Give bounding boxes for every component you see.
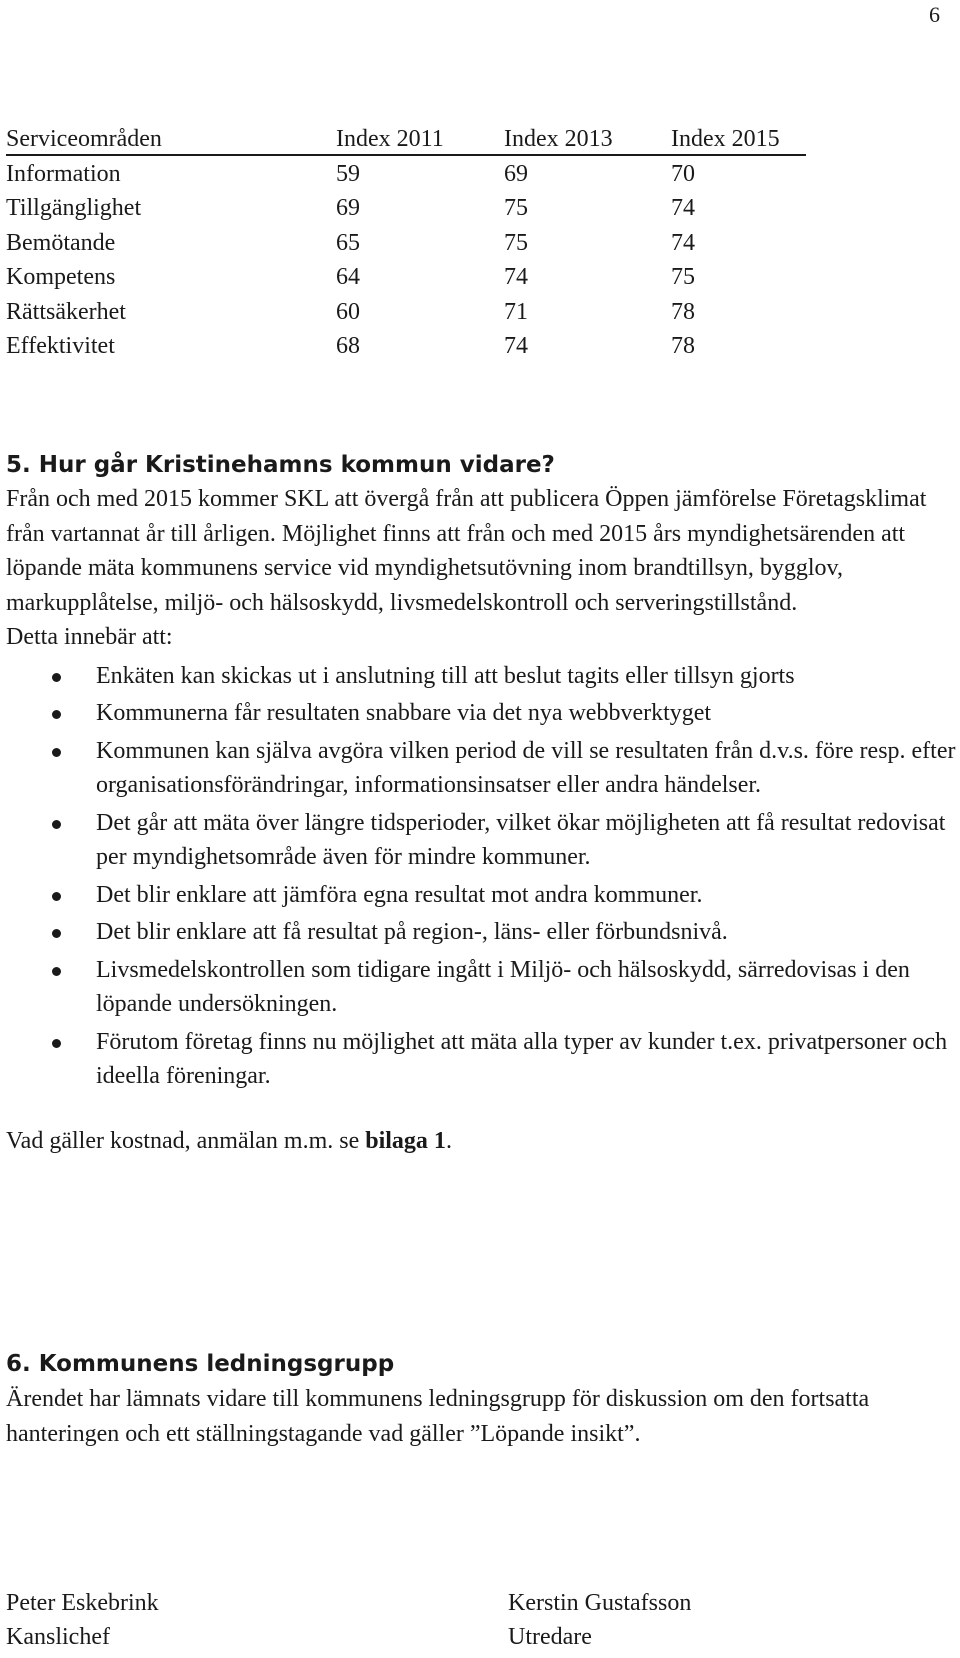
row-value-2015: 78 bbox=[671, 298, 695, 325]
header-index-2011: Index 2011 bbox=[336, 126, 444, 152]
row-label: Information bbox=[6, 160, 121, 187]
bullet-icon bbox=[52, 1039, 61, 1048]
list-item-text: Det blir enklare att få resultat på region-, läns- eller förbundsnivå. bbox=[96, 919, 728, 945]
page-number: 6 bbox=[929, 2, 940, 27]
bullet-icon bbox=[52, 967, 61, 976]
header-underline bbox=[6, 154, 806, 156]
bullet-icon bbox=[52, 929, 61, 938]
row-value-2013: 74 bbox=[504, 264, 528, 290]
header-index-2013: Index 2013 bbox=[504, 126, 613, 152]
list-item bbox=[6, 1025, 956, 1094]
list-item-text: Kommunen kan själva avgöra vilken period de vill se resultaten från d.v.s. före resp. efter organisationsförändringar, informationsinsatser eller andra händelser. bbox=[96, 737, 956, 798]
section-5-heading: 5. Hur går Kristinehamns kommun vidare? bbox=[6, 452, 555, 478]
row-label: Tillgänglighet bbox=[6, 195, 142, 221]
cost-reference-line bbox=[6, 1124, 956, 1159]
row-label: Bemötande bbox=[6, 229, 116, 256]
list-item bbox=[6, 696, 956, 731]
row-value-2011: 60 bbox=[336, 298, 360, 325]
row-value-2015: 70 bbox=[671, 160, 695, 187]
bullet-icon bbox=[52, 673, 61, 682]
list-item-text: Enkäten kan skickas ut i anslutning till att beslut tagits eller tillsyn gjorts bbox=[96, 662, 795, 689]
signature-left bbox=[6, 1586, 159, 1654]
row-label: Rättsäkerhet bbox=[6, 298, 126, 325]
list-item-text: Förutom företag finns nu möjlighet att mäta alla typer av kunder t.ex. privatpersoner och ideella föreningar. bbox=[96, 1028, 948, 1089]
list-item-text: Det blir enklare att jämföra egna resultat mot andra kommuner. bbox=[96, 881, 703, 908]
row-label: Effektivitet bbox=[6, 333, 115, 359]
row-value-2011: 65 bbox=[336, 229, 360, 256]
bullet-icon bbox=[52, 820, 61, 829]
row-label: Kompetens bbox=[6, 264, 116, 290]
row-value-2015: 74 bbox=[671, 195, 695, 221]
list-item bbox=[6, 915, 956, 950]
row-value-2011: 59 bbox=[336, 160, 360, 187]
list-item-text: Livsmedelskontrollen som tidigare ingått i Miljö- och hälsoskydd, särredovisas i den löpande undersökningen. bbox=[96, 956, 910, 1017]
row-value-2013: 74 bbox=[504, 333, 528, 359]
list-item bbox=[6, 878, 956, 913]
cost-text: Vad gäller kostnad, anmälan m.m. se bbox=[6, 1127, 366, 1154]
section-5-bullet-list bbox=[6, 659, 956, 1094]
signature-name: Kerstin Gustafsson bbox=[508, 1590, 692, 1616]
section-6 bbox=[6, 1346, 956, 1451]
list-item bbox=[6, 734, 956, 803]
row-value-2011: 68 bbox=[336, 333, 360, 359]
list-item bbox=[6, 953, 956, 1022]
section-6-paragraph: Ärendet har lämnats vidare till kommunens ledningsgrupp för diskussion om den fortsatta hanteringen och ett ställningstagande vad gäller ”Löpande insikt”. bbox=[6, 1386, 870, 1447]
bullet-icon bbox=[52, 748, 61, 757]
header-index-2015: Index 2015 bbox=[671, 126, 780, 152]
row-value-2011: 64 bbox=[336, 264, 360, 290]
section-5 bbox=[6, 448, 956, 1158]
header-serviceomraden: Serviceområden bbox=[6, 126, 162, 152]
row-value-2011: 69 bbox=[336, 195, 360, 221]
row-value-2015: 75 bbox=[671, 264, 695, 290]
row-value-2015: 78 bbox=[671, 333, 695, 359]
row-value-2013: 69 bbox=[504, 160, 528, 187]
list-item-text: Kommunerna får resultaten snabbare via det nya webbverktyget bbox=[96, 700, 712, 726]
bullet-icon bbox=[52, 892, 61, 901]
signature-title: Kanslichef bbox=[6, 1624, 110, 1650]
row-value-2013: 71 bbox=[504, 298, 528, 325]
row-value-2013: 75 bbox=[504, 195, 528, 221]
cost-end: . bbox=[445, 1127, 452, 1154]
list-item-text: Det går att mäta över längre tidsperioder, vilket ökar möjligheten att få resultat redovisat per myndighetsområde även för mindre kommuner. bbox=[96, 809, 946, 870]
section-5-intro: Detta innebär att: bbox=[6, 624, 173, 650]
signature-name: Peter Eskebrink bbox=[6, 1590, 159, 1616]
signature-right bbox=[508, 1586, 691, 1654]
row-value-2015: 74 bbox=[671, 229, 695, 256]
signature-title: Utredare bbox=[508, 1624, 592, 1650]
section-6-heading: 6. Kommunens ledningsgrupp bbox=[6, 1351, 395, 1377]
attachment-reference: bilaga 1 bbox=[365, 1127, 446, 1154]
list-item bbox=[6, 659, 956, 694]
row-value-2013: 75 bbox=[504, 229, 528, 256]
list-item bbox=[6, 806, 956, 875]
bullet-icon bbox=[52, 710, 61, 719]
section-5-paragraph: Från och med 2015 kommer SKL att övergå från att publicera Öppen jämförelse Företagsklimat från vartannat år till årligen. Möjlighet finns att från och med 2015 års myndighetsärenden att löpande mäta kommunens service vid myndighetsutövning inom brandtillsyn, bygglov, markupplåtelse, miljö- och hälsoskydd, livsmedelskontroll och serveringstillstånd. bbox=[6, 486, 927, 616]
